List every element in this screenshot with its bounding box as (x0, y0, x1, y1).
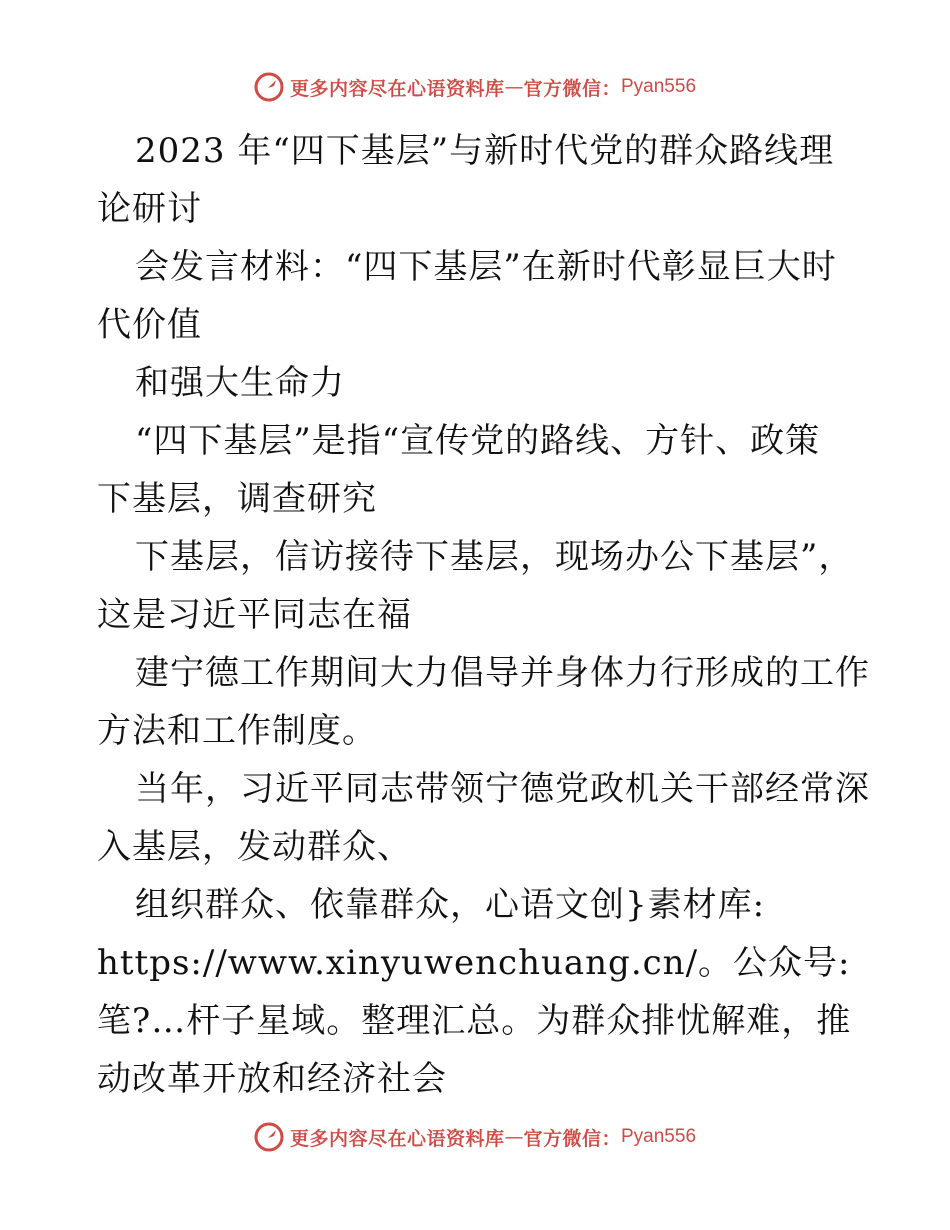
text-line: 建宁德工作期间大力倡导并身体力行形成的工作 (135, 653, 870, 693)
watermark-wechat-id: Pyan556 (621, 1126, 697, 1147)
text-line: 入基层，发动群众、 (97, 827, 412, 867)
text-line: 论研讨 (97, 189, 202, 229)
watermark-wechat-label: 官方微信： (523, 77, 621, 100)
watermark-text: 更多内容尽在心语资料库 (289, 77, 505, 100)
text-line: 当年，习近平同志带领宁德党政机关干部经常深 (135, 769, 870, 809)
text-line: 下基层，信访接待下基层，现场办公下基层”， (135, 537, 854, 577)
watermark-banner-top (0, 72, 950, 102)
watermark-text: 更多内容尽在心语资料库 (289, 1127, 505, 1150)
watermark-wechat-id: Pyan556 (621, 76, 697, 97)
quill-logo-icon (254, 1122, 284, 1152)
text-line: 这是习近平同志在福 (97, 595, 412, 635)
text-line: 动改革开放和经济社会 (97, 1059, 447, 1099)
watermark-banner-bottom (0, 1122, 950, 1152)
text-line: 会发言材料：“四下基层”在新时代彰显巨大时 (135, 247, 837, 287)
text-line: 组织群众、依靠群众，心语文创}素材库: (135, 885, 766, 925)
quill-logo-icon (254, 72, 284, 102)
text-line: 笔?…杆子星域。整理汇总。为群众排忧解难，推 (97, 1001, 852, 1041)
text-line: “四下基层”是指“宣传党的路线、方针、政策 (135, 421, 821, 461)
text-line: 和强大生命力 (135, 363, 345, 403)
text-line: 2023 年“四下基层”与新时代党的群众路线理 (135, 131, 835, 171)
document-body (97, 122, 870, 1108)
text-line: 方法和工作制度。 (97, 711, 377, 751)
text-line: https://www.xinyuwenchuang.cn/。公众号: (97, 943, 851, 983)
watermark-separator: — (504, 1126, 524, 1148)
watermark-wechat-label: 官方微信： (523, 1127, 621, 1150)
text-line: 代价值 (97, 305, 202, 345)
text-line: 下基层，调查研究 (97, 479, 377, 519)
watermark-separator: — (504, 76, 524, 98)
